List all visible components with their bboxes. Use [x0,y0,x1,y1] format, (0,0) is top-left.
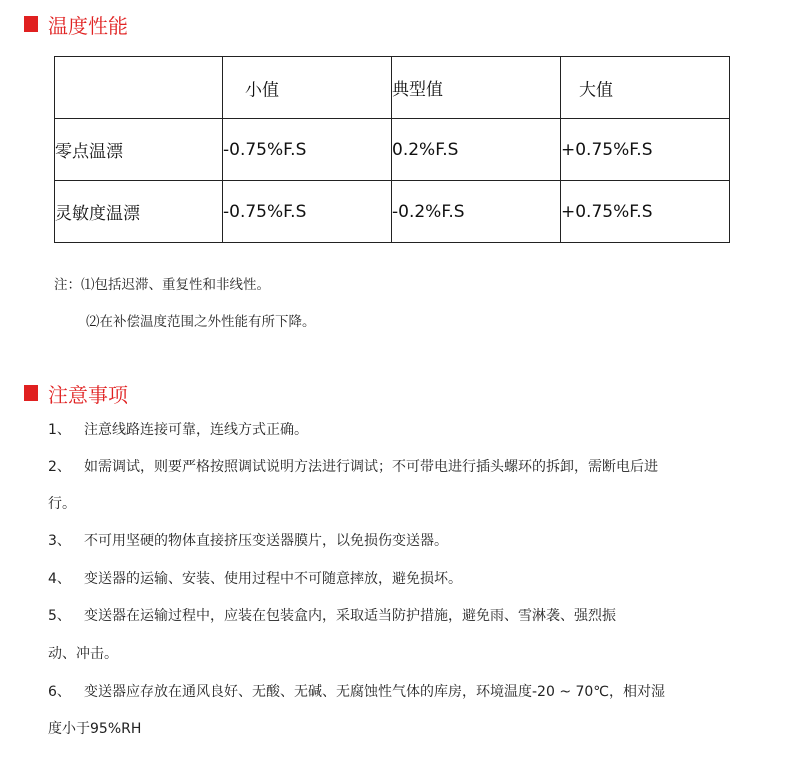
section-header-temperature [24,9,128,39]
list-item-continuation: 度小于95%RH [48,721,142,737]
header-max-label: 大值 [579,80,613,100]
item-number: 4、 [48,571,71,587]
section-marker [24,16,38,32]
table-header-row [55,57,730,119]
note-line-2: ⑵在补偿温度范围之外性能有所下降。 [86,314,316,330]
table-cell: -0.75%F.S [223,181,392,243]
table-cell: 零点温漂 [55,119,223,181]
item-number: 1、 [48,422,71,438]
list-item [48,419,308,439]
list-item-continuation: 行。 [48,496,76,512]
item-text: 不可用坚硬的物体直接挤压变送器膜片，以免损伤变送器。 [84,533,448,549]
section-header-precautions [24,378,128,408]
item-text: 注意线路连接可靠，连线方式正确。 [84,422,308,438]
item-text: 变送器应存放在通风良好、无酸、无碱、无腐蚀性气体的库房，环境温度-20 ~ 70℃，相对湿 [84,684,666,700]
table-cell: -0.2%F.S [392,181,561,243]
item-text: 如需调试，则要严格按照调试说明方法进行调试；不可带电进行插头螺环的拆卸，需断电后进 [84,459,658,475]
item-number: 5、 [48,608,71,624]
header-min-label: 小值 [245,80,279,100]
table-cell: -0.75%F.S [223,119,392,181]
table-cell: +0.75%F.S [561,119,730,181]
item-text: 变送器的运输、安装、使用过程中不可随意摔放，避免损坏。 [84,571,462,587]
table-row [55,181,730,243]
list-item [48,605,616,625]
item-text: 变送器在运输过程中，应装在包装盒内，采取适当防护措施，避免雨、雪淋袭、强烈振 [84,608,616,624]
table-header-cell [561,57,730,119]
performance-table [54,56,730,243]
table-cell: +0.75%F.S [561,181,730,243]
list-item [48,681,665,701]
table-header-cell: 典型值 [392,57,561,119]
table-header-cell [223,57,392,119]
note-line-1: 注：⑴包括迟滞、重复性和非线性。 [54,277,270,293]
table-header-cell [55,57,223,119]
table-row [55,119,730,181]
section-marker [24,385,38,401]
list-item [48,530,448,550]
section-title: 温度性能 [48,13,128,38]
item-number: 3、 [48,533,71,549]
list-item [48,456,658,476]
section-title: 注意事项 [48,382,128,407]
list-item [48,568,462,588]
item-number: 6、 [48,684,71,700]
list-item-continuation: 动、冲击。 [48,646,118,662]
table-cell: 灵敏度温漂 [55,181,223,243]
table-cell: 0.2%F.S [392,119,561,181]
item-number: 2、 [48,459,71,475]
